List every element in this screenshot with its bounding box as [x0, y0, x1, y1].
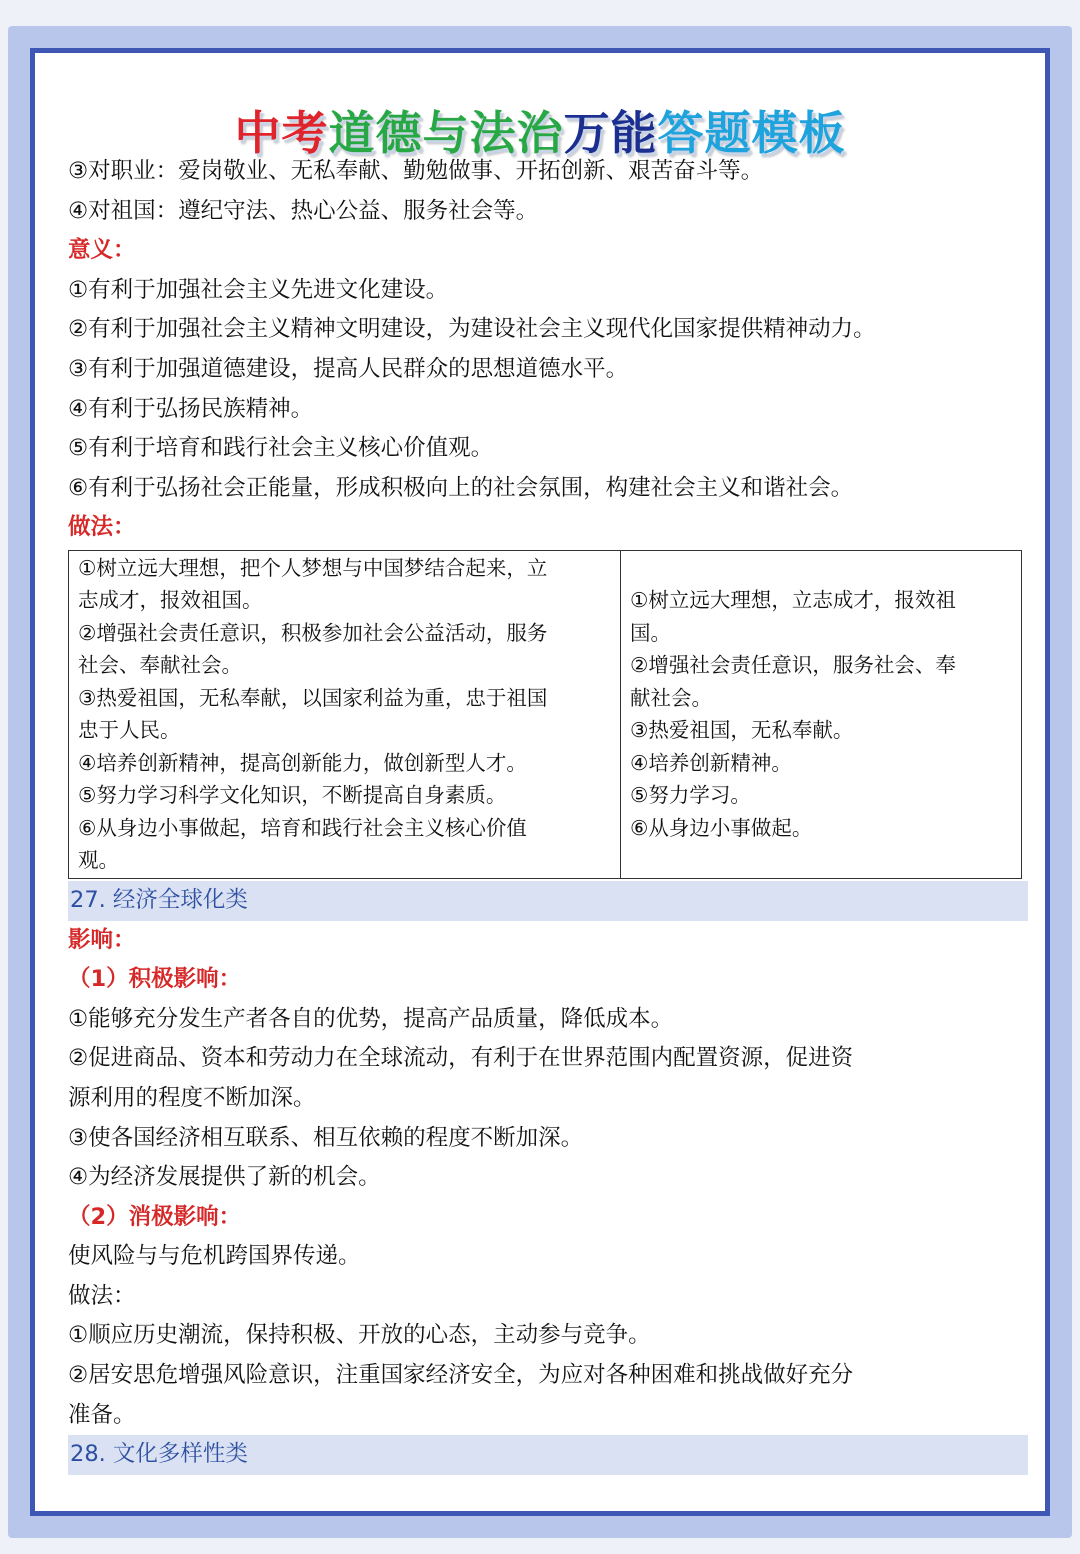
meaning-item: ⑥有利于弘扬社会正能量，形成积极向上的社会氛围，构建社会主义和谐社会。 — [68, 474, 854, 501]
cell-line: ⑥从身边小事做起，培育和践行社会主义核心价值 — [78, 815, 527, 840]
meaning-item: ①有利于加强社会主义先进文化建设。 — [68, 276, 449, 303]
meaning-item: ⑤有利于培育和践行社会主义核心价值观。 — [68, 435, 494, 462]
positive-heading: （1）积极影响： — [68, 966, 242, 993]
table-row — [69, 550, 1022, 878]
cell-line: 志成才，报效祖国。 — [78, 588, 263, 613]
practice-table — [68, 550, 1022, 879]
meaning-item: ②有利于加强社会主义精神文明建设，为建设社会主义现代化国家提供精神动力。 — [68, 316, 876, 343]
cell-line: ⑤努力学习科学文化知识，不断提高自身素质。 — [78, 783, 507, 808]
section-heading-27: 27. 经济全球化类 — [68, 881, 1028, 921]
cell-line: 献社会。 — [630, 685, 712, 710]
practice-brief-cell — [621, 550, 1022, 878]
title-part-2: 道德与法治 — [328, 106, 564, 160]
positive-item: ④为经济发展提供了新的机会。 — [68, 1164, 381, 1191]
cell-line: 观。 — [78, 848, 119, 873]
title-part-4: 答题模板 — [657, 106, 846, 160]
meaning-heading: 意义： — [68, 237, 136, 264]
meaning-item: ④有利于弘扬民族精神。 — [68, 395, 314, 422]
method-item: ②居安思危增强风险意识，注重国家经济安全，为应对各种困难和挑战做好充分 — [68, 1362, 854, 1389]
document-content — [68, 152, 1028, 1475]
cell-line: ③热爱祖国，无私奉献。 — [630, 718, 854, 743]
influence-heading: 影响： — [68, 926, 136, 953]
positive-item: ②促进商品、资本和劳动力在全球流动，有利于在世界范围内配置资源，促进资 — [68, 1045, 854, 1072]
title-part-1: 中考 — [234, 106, 329, 160]
method-item: ①顺应历史潮流，保持积极、开放的心态，主动参与竞争。 — [68, 1322, 651, 1349]
practice-detailed-cell — [69, 550, 621, 878]
cell-line: ②增强社会责任意识，服务社会、奉 — [630, 653, 956, 678]
cell-line: ⑤努力学习。 — [630, 783, 751, 808]
method-heading: 做法： — [68, 1282, 136, 1309]
text-line: ④对祖国：遵纪守法、热心公益、服务社会等。 — [68, 197, 539, 224]
cell-line: ③热爱祖国，无私奉献，以国家利益为重，忠于祖国 — [78, 685, 548, 710]
cell-line: ④培养创新精神。 — [630, 750, 792, 775]
cell-line: 国。 — [630, 620, 671, 645]
negative-heading: （2）消极影响： — [68, 1203, 242, 1230]
negative-item: 使风险与与危机跨国界传递。 — [68, 1243, 361, 1270]
meaning-item: ③有利于加强道德建设，提高人民群众的思想道德水平。 — [68, 355, 629, 382]
cell-line: ②增强社会责任意识，积极参加社会公益活动，服务 — [78, 620, 548, 645]
section-heading-28: 28. 文化多样性类 — [68, 1435, 1028, 1475]
cell-line: ①树立远大理想，立志成才，报效祖 — [630, 588, 956, 613]
cell-line: ④培养创新精神，提高创新能力，做创新型人才。 — [78, 750, 527, 775]
practice-heading: 做法： — [68, 514, 136, 541]
method-item: 准备。 — [68, 1401, 136, 1428]
cell-line: ①树立远大理想，把个人梦想与中国梦结合起来，立 — [78, 555, 548, 580]
positive-item: 源利用的程度不断加深。 — [68, 1084, 316, 1111]
positive-item: ①能够充分发生产者各自的优势，提高产品质量，降低成本。 — [68, 1005, 674, 1032]
positive-item: ③使各国经济相互联系、相互依赖的程度不断加深。 — [68, 1124, 584, 1151]
cell-line: 忠于人民。 — [78, 718, 181, 743]
cell-line: ⑥从身边小事做起。 — [630, 815, 813, 840]
cell-line: 社会、奉献社会。 — [78, 653, 242, 678]
text-line: ③对职业：爱岗敬业、无私奉献、勤勉做事、开拓创新、艰苦奋斗等。 — [68, 158, 764, 184]
title-part-3: 万能 — [563, 106, 658, 160]
